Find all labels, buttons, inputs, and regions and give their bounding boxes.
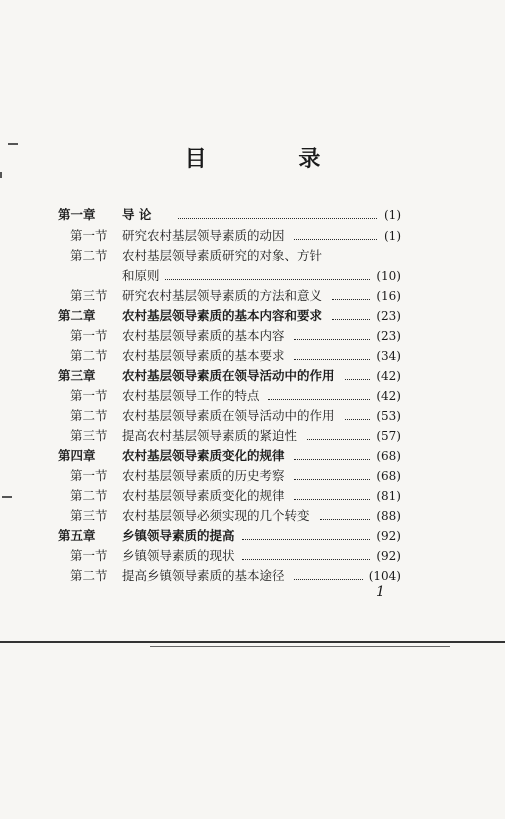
toc-section-row xyxy=(0,346,505,366)
page-number: 1 xyxy=(376,584,385,600)
toc-chapter-row xyxy=(0,205,505,225)
toc-entry-label: 第三节 xyxy=(70,428,108,443)
dot-leader xyxy=(294,459,370,460)
toc-entry-title: 农村基层领导素质的基本要求 xyxy=(122,348,285,363)
toc-section-row xyxy=(0,286,505,306)
toc-page-number: (10) xyxy=(376,269,401,283)
toc-page-number: (16) xyxy=(376,289,401,303)
toc-page-number: (57) xyxy=(376,429,401,443)
toc-section-row xyxy=(0,426,505,446)
toc-entry-label: 第一节 xyxy=(70,328,108,343)
toc-page-number: (42) xyxy=(376,389,401,403)
toc-section-row xyxy=(0,506,505,526)
toc-entry-title: 农村基层领导素质变化的规律 xyxy=(122,448,285,463)
toc-section-row xyxy=(0,486,505,506)
toc-entry-title: 农村基层领导素质在领导活动中的作用 xyxy=(122,408,335,423)
toc-entry-label: 第一节 xyxy=(70,388,108,403)
toc-entry-title: 导 论 xyxy=(122,207,152,222)
toc-entry-label: 第二节 xyxy=(70,348,108,363)
toc-entry-label: 第五章 xyxy=(58,528,96,543)
toc-section-row xyxy=(0,386,505,406)
dot-leader xyxy=(294,479,370,480)
toc-section-row xyxy=(0,246,505,266)
dot-leader xyxy=(307,439,370,440)
toc-page-number: (1) xyxy=(384,229,401,243)
toc-entry-label: 第二节 xyxy=(70,408,108,423)
toc-page-number: (104) xyxy=(368,569,401,583)
dot-leader xyxy=(242,559,370,560)
toc-page-number: (34) xyxy=(376,349,401,363)
toc-entry-label: 第二章 xyxy=(58,308,96,323)
toc-page-number: (23) xyxy=(376,309,401,323)
toc-entry-title: 和原则 xyxy=(122,268,160,283)
toc-entry-title: 农村基层领导素质的基本内容和要求 xyxy=(122,308,323,323)
toc-entry-label: 第一节 xyxy=(70,228,108,243)
toc-page-number: (92) xyxy=(376,549,401,563)
toc-page-number: (68) xyxy=(376,449,401,463)
dot-leader xyxy=(345,419,370,420)
toc-entry-title: 研究农村基层领导素质的动因 xyxy=(122,228,285,243)
scan-speck xyxy=(8,143,18,145)
toc-entry-label: 第三章 xyxy=(58,368,96,383)
toc-entry-title: 提高农村基层领导素质的紧迫性 xyxy=(122,428,298,443)
toc-section-row xyxy=(0,566,505,586)
scan-speck xyxy=(0,172,2,178)
toc-entry-label: 第二节 xyxy=(70,488,108,503)
toc-page-number: (92) xyxy=(376,529,401,543)
bottom-rule-short xyxy=(150,646,450,647)
toc-entry-label: 第四章 xyxy=(58,448,96,463)
toc-entry-title: 提高乡镇领导素质的基本途径 xyxy=(122,568,285,583)
toc-entry-label: 第一章 xyxy=(58,207,96,222)
toc-entry-title: 农村基层领导素质的历史考察 xyxy=(122,468,285,483)
dot-leader xyxy=(178,218,377,219)
toc-entry-label: 第一节 xyxy=(70,468,108,483)
toc-chapter-row xyxy=(0,446,505,466)
toc-entry-title: 农村基层领导素质的基本内容 xyxy=(122,328,285,343)
toc-chapter-row xyxy=(0,526,505,546)
toc-section-row xyxy=(0,546,505,566)
toc-chapter-row xyxy=(0,306,505,326)
toc-page-number: (1) xyxy=(384,208,401,222)
toc-entry-title: 农村基层领导工作的特点 xyxy=(122,388,260,403)
toc-entry-title: 乡镇领导素质的提高 xyxy=(122,528,235,543)
toc-entry-title: 农村基层领导素质变化的规律 xyxy=(122,488,285,503)
toc-page-number: (68) xyxy=(376,469,401,483)
dot-leader xyxy=(165,279,370,280)
dot-leader xyxy=(294,239,377,240)
dot-leader xyxy=(242,539,370,540)
toc-entry-label: 第三节 xyxy=(70,508,108,523)
toc-section-row xyxy=(0,266,505,286)
toc-entry-label: 第三节 xyxy=(70,288,108,303)
dot-leader xyxy=(345,379,370,380)
toc-entry-title: 研究农村基层领导素质的方法和意义 xyxy=(122,288,323,303)
toc-entry-title: 农村基层领导必须实现的几个转变 xyxy=(122,508,310,523)
toc-entry-title: 乡镇领导素质的现状 xyxy=(122,548,235,563)
dot-leader xyxy=(332,299,369,300)
toc-page-number: (23) xyxy=(376,329,401,343)
toc-entry-label: 第二节 xyxy=(70,248,108,263)
dot-leader xyxy=(294,499,370,500)
toc-page-number: (81) xyxy=(376,489,401,503)
toc-chapter-row xyxy=(0,366,505,386)
dot-leader xyxy=(320,519,370,520)
toc-entry-title: 农村基层领导素质研究的对象、方针 xyxy=(122,248,323,263)
bottom-rule xyxy=(0,641,505,643)
dot-leader xyxy=(268,399,370,400)
dot-leader xyxy=(294,339,370,340)
toc-section-row xyxy=(0,226,505,246)
dot-leader xyxy=(294,359,370,360)
page-title: 目 录 xyxy=(184,147,363,172)
scan-speck xyxy=(2,496,12,498)
toc-section-row xyxy=(0,326,505,346)
toc-entry-label: 第一节 xyxy=(70,548,108,563)
toc-entry-label: 第二节 xyxy=(70,568,108,583)
toc-page-number: (42) xyxy=(376,369,401,383)
toc-page-number: (88) xyxy=(376,509,401,523)
toc-section-row xyxy=(0,406,505,426)
dot-leader xyxy=(294,579,363,580)
dot-leader xyxy=(332,319,369,320)
toc-entry-title: 农村基层领导素质在领导活动中的作用 xyxy=(122,368,335,383)
toc-page-number: (53) xyxy=(376,409,401,423)
toc-section-row xyxy=(0,466,505,486)
